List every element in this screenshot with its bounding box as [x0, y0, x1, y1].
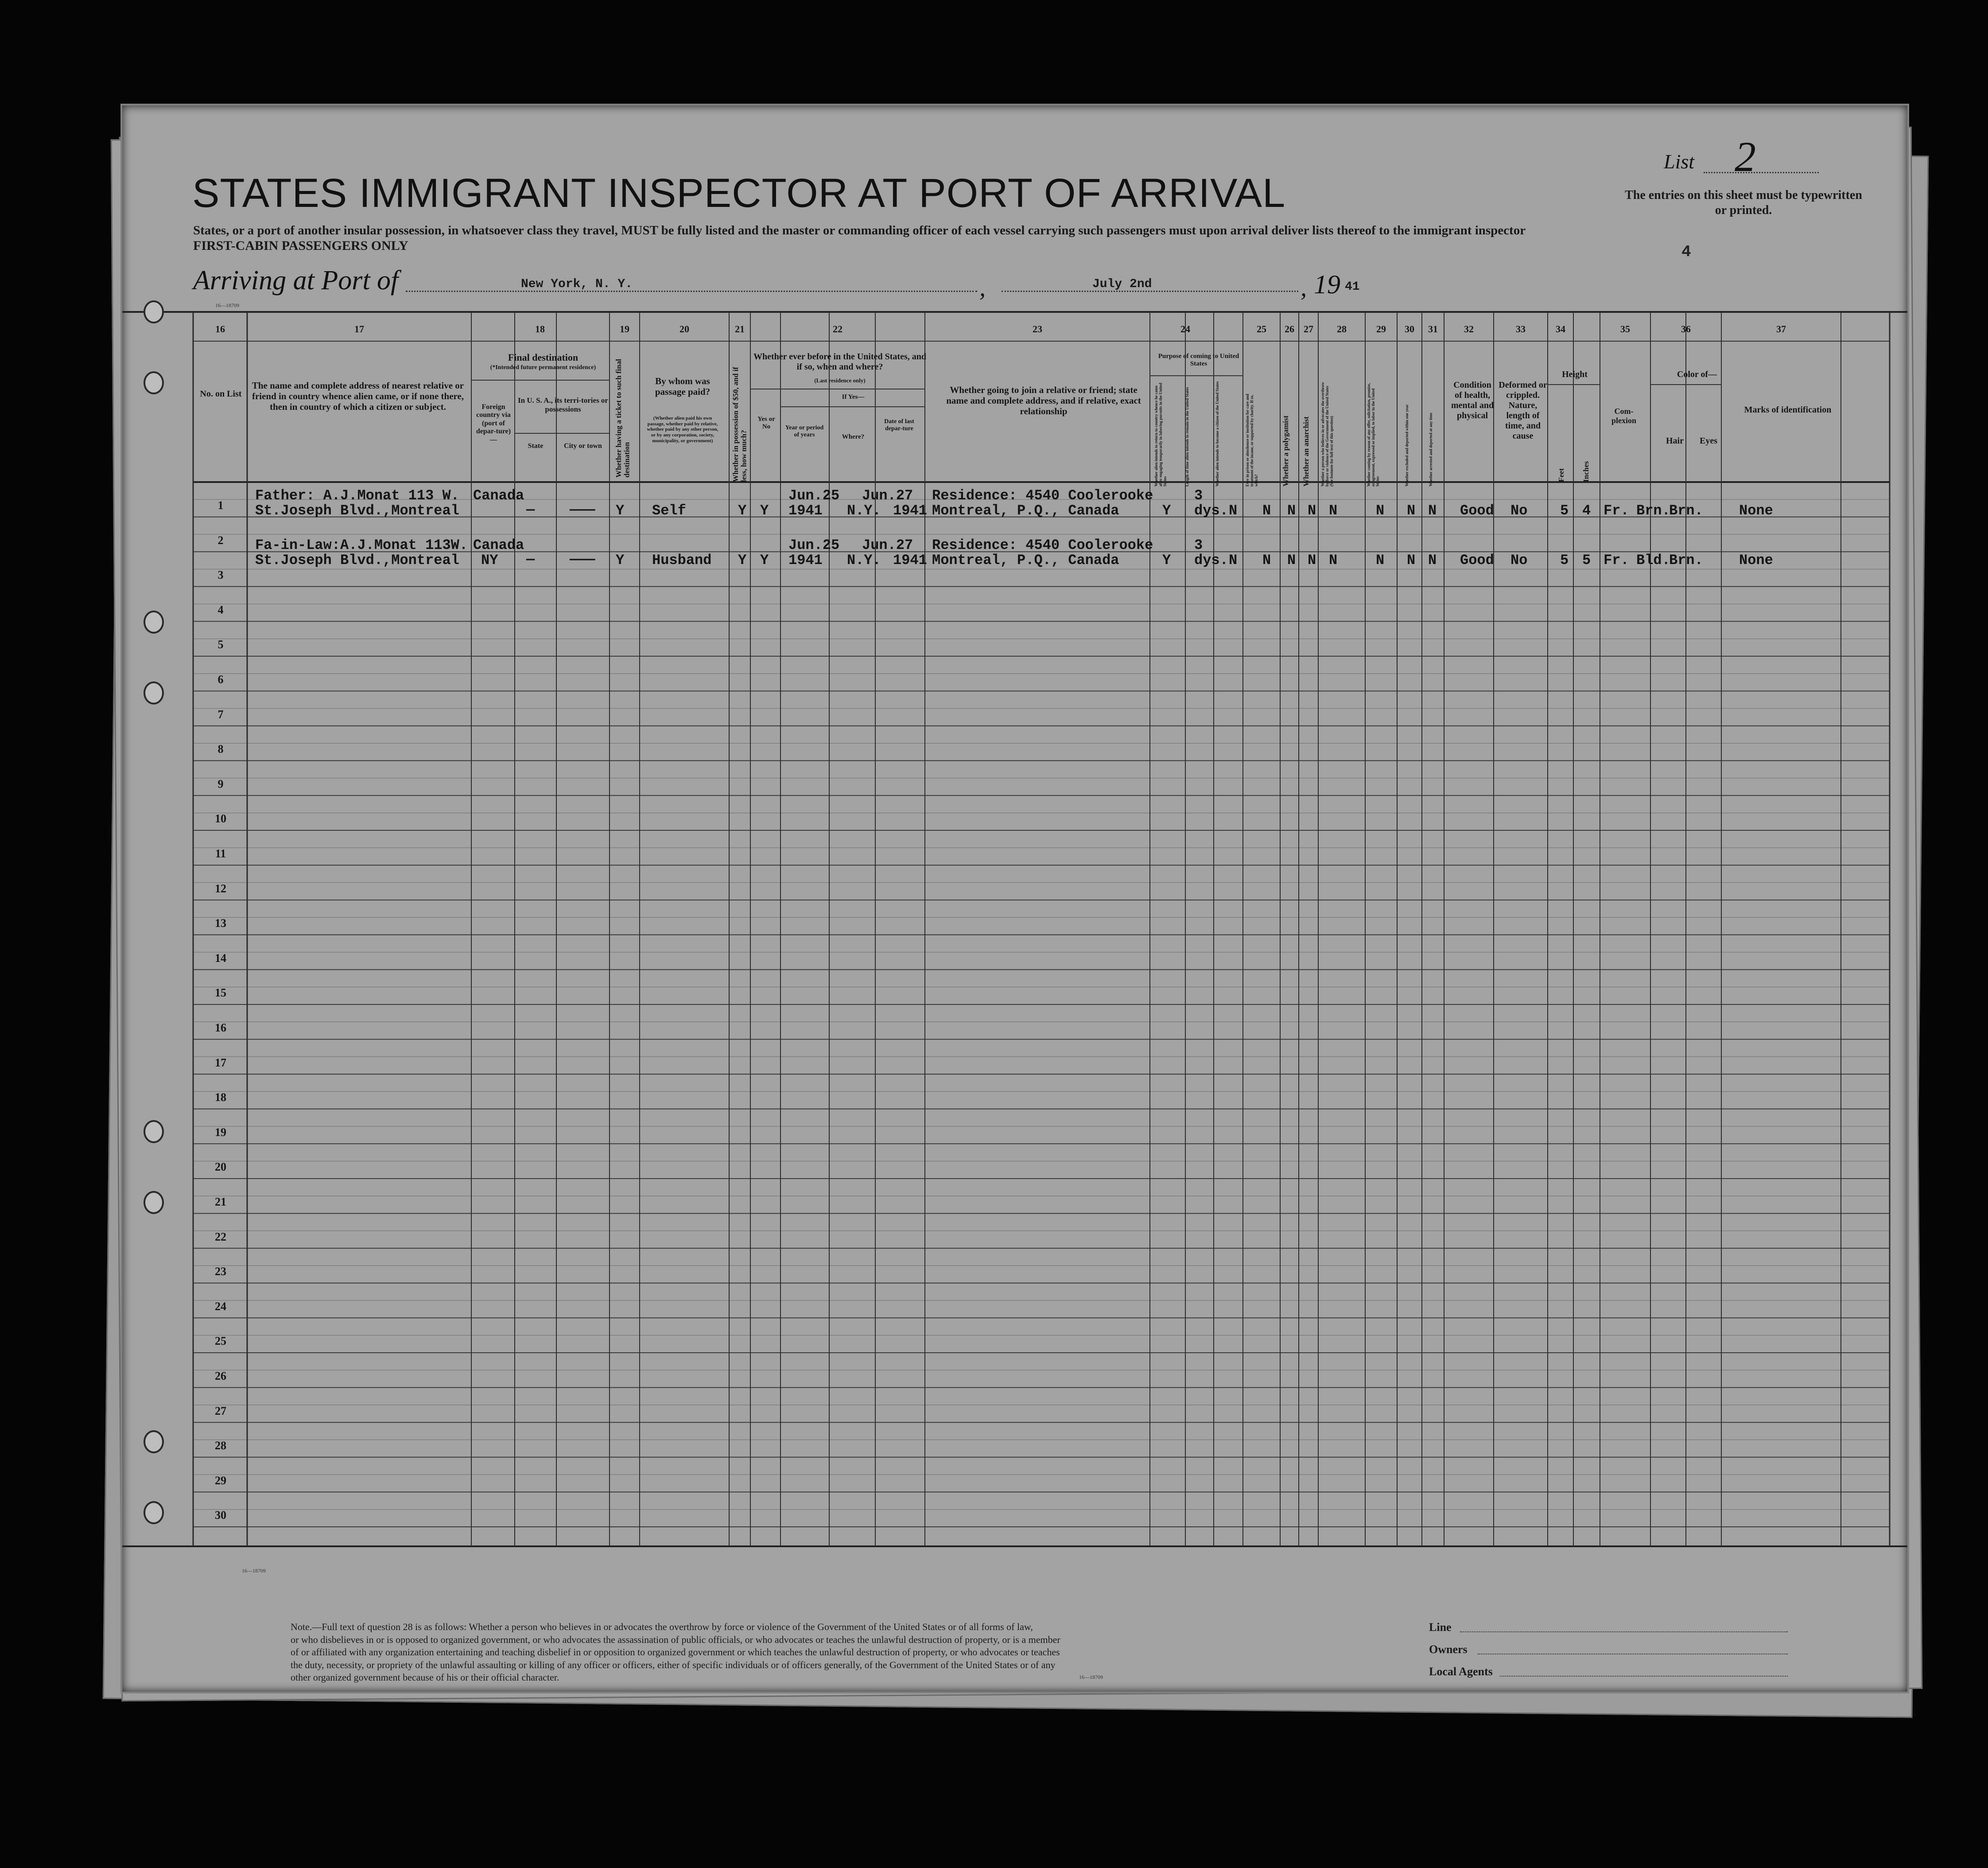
row1-citizen: N [1229, 502, 1238, 519]
column-number-35: 35 [1620, 323, 1630, 335]
row1-state: — [526, 502, 535, 518]
row2-foreign-line2: NY [481, 552, 498, 568]
row1-feet: 5 [1560, 502, 1569, 519]
row-number-2: 2 [217, 533, 224, 547]
col19-header: Whether having a ticket to such final destination [614, 359, 631, 478]
agents-label: Local Agents [1429, 1665, 1493, 1678]
row1-c26: N [1287, 502, 1296, 519]
row1-c30: N [1407, 502, 1416, 519]
row1-inches: 4 [1582, 502, 1591, 519]
column-number-23: 23 [1033, 323, 1042, 335]
row2-foreign-line1: Canada [473, 537, 524, 553]
year-prefix: 19 [1314, 270, 1340, 299]
row-number-26: 26 [215, 1370, 226, 1382]
col34-title: Height [1562, 370, 1588, 379]
row-number-17: 17 [215, 1056, 226, 1069]
col16-header: No. on List [200, 389, 242, 399]
column-number-19: 19 [620, 323, 629, 335]
arriving-label: Arriving at Port of [193, 265, 399, 296]
row1-length-line2: dys. [1194, 502, 1228, 519]
column-number-27: 27 [1304, 323, 1313, 335]
row2-length-line2: dys. [1194, 552, 1228, 568]
col36-title: Color of— [1677, 370, 1717, 379]
row-number-27: 27 [215, 1404, 226, 1417]
row1-hair: Brn. [1636, 502, 1670, 519]
footnote-line-3: of or affiliated with any organization entertaining and teaching disbelief in or opposition to organized government or which teaches the unlawful destruction of property, or who advocates or teaches [291, 1646, 1060, 1658]
row-number-7: 7 [217, 708, 224, 721]
row2-fifty: Y [738, 552, 747, 568]
binder-hole [144, 1191, 164, 1214]
footnote-line-4: the duty, necessity, or propriety of the unlawful assaulting or killing of any officer or officers, either of specific individuals or of officers generally, of the Government of the United States or of any [291, 1659, 1056, 1670]
col25-header: Ever in prison or almshouse or institution for care and treatment of the insane, or supported by charity. If so, which? [1245, 394, 1258, 486]
row1-city: ——— [570, 502, 595, 518]
row1-c28: N [1329, 502, 1338, 519]
binder-hole [144, 681, 164, 704]
row2-deformed: No [1510, 552, 1528, 568]
row2-c30: N [1407, 552, 1416, 568]
agents-underline [1500, 1676, 1788, 1677]
row2-year-line2: 1941 [788, 552, 823, 568]
form-code-table: 16—18709 [242, 1568, 266, 1574]
row2-c27: N [1308, 552, 1316, 568]
line-underline [1460, 1631, 1788, 1632]
row-number-3: 3 [217, 568, 224, 582]
form-code-top: 16—18709 [215, 302, 239, 308]
row2-length-line1: 3 [1194, 537, 1203, 553]
row-number-30: 30 [215, 1509, 226, 1522]
row-number-5: 5 [217, 638, 224, 651]
col27-header: Whether an anarchist [1302, 416, 1310, 486]
col18-foreign: Foreign country via (port of depar-ture)— [476, 403, 511, 444]
row1-health: Good [1460, 502, 1494, 519]
column-number-37: 37 [1776, 323, 1786, 335]
row2-marks: None [1739, 552, 1773, 568]
row-number-15: 15 [215, 986, 226, 1000]
column-number-29: 29 [1376, 323, 1386, 335]
row1-c31: N [1428, 502, 1437, 519]
footnote-line-2: or who disbelieves in or is opposed to organized government, or who advocates the assassination of public officials, or who advocates or teaches the unlawful destruction of property, or is a member [291, 1634, 1060, 1645]
row1-complexion: Fr. [1604, 502, 1629, 519]
line-label: Line [1429, 1621, 1452, 1634]
col24-title: Purpose of coming to United States [1158, 353, 1239, 368]
col22-where: Where? [842, 433, 865, 440]
row2-feet: 5 [1560, 552, 1569, 568]
col20-title: By whom was passage paid? [655, 376, 711, 397]
col30-header: Whether excluded and deported within one year [1405, 404, 1409, 486]
col21-header: Whether in possession of $50, and if less, how much? [731, 367, 748, 482]
column-number-16: 16 [215, 323, 225, 335]
row-number-29: 29 [215, 1474, 226, 1487]
row-number-12: 12 [215, 882, 226, 895]
col33-header: Deformed or crippled. Nature, length of time, and cause [1499, 380, 1547, 441]
manifest-sheet [120, 104, 1909, 1693]
row1-deformed: No [1510, 502, 1528, 519]
instructions-text: States, or a port of another insular possession, in whatsoever class they travel, MUST be fully listed and the master or commanding officer of each vessel carrying such passengers must upon arrival deliver lists thereof to the immigrant inspector [193, 223, 1526, 237]
row-number-1: 1 [217, 499, 224, 512]
owners-label: Owners [1429, 1643, 1468, 1656]
col37-header: Marks of identification [1744, 405, 1832, 415]
column-number-34: 34 [1556, 323, 1565, 335]
col29-header: Whether coming by reason of any offer, solicitation, promise, or agreement, expressed or implied, to labor in the United States [1367, 383, 1380, 486]
sheet-number: 4 [1681, 243, 1691, 261]
col34-inches: Inches [1582, 461, 1590, 482]
row1-c27: N [1308, 502, 1316, 519]
binder-hole [144, 1430, 164, 1453]
row2-hair: Bld. [1636, 552, 1670, 568]
row2-c28: N [1329, 552, 1338, 568]
page-title: STATES IMMIGRANT INSPECTOR AT PORT OF ARRIVAL [192, 171, 1286, 216]
col22-year: Year or period of years [785, 424, 824, 439]
row-number-22: 22 [215, 1230, 226, 1243]
column-number-20: 20 [679, 323, 689, 335]
row2-inches: 5 [1582, 552, 1591, 568]
row2-complexion: Fr. [1604, 552, 1629, 568]
column-number-30: 30 [1405, 323, 1414, 335]
col36-eyes: Eyes [1700, 436, 1717, 446]
col22-title: Whether ever before in the United States, and if so, when and where? [753, 352, 926, 372]
row2-state: — [526, 551, 535, 568]
binder-hole [144, 611, 164, 634]
row2-c29: N [1376, 552, 1385, 568]
row-number-10: 10 [215, 812, 226, 825]
date-value: July 2nd [1092, 277, 1152, 291]
column-number-31: 31 [1428, 323, 1438, 335]
col28-header: Whether a person who believes in or advocates the overthrow by force or violence of the Government of the United States (See footnote for full text of this question) [1320, 382, 1334, 486]
col34-feet: Feet [1557, 468, 1565, 482]
row2-join-line1: Residence: 4540 Coolerooke [932, 537, 1153, 553]
col20-note: (Whether alien paid his own passage, whether paid by relative, whether paid by any other person, or by any corporation, society, municipality, or government) [647, 416, 718, 444]
column-number-36: 36 [1681, 323, 1691, 335]
row2-health: Good [1460, 552, 1494, 568]
row1-return: Y [1162, 502, 1171, 519]
column-number-21: 21 [735, 323, 745, 335]
col32-header: Condition of health, mental and physical [1451, 380, 1494, 420]
row-number-20: 20 [215, 1160, 226, 1174]
column-number-33: 33 [1516, 323, 1526, 335]
comma-2: , [1301, 274, 1307, 302]
manifest-grid [122, 105, 1907, 1692]
row-number-9: 9 [217, 777, 224, 790]
row2-join-line2: Montreal, P.Q., Canada [932, 552, 1119, 568]
row1-where-line2: N.Y. [847, 502, 881, 519]
first-cabin-text: FIRST-CABIN PASSENGERS ONLY [193, 238, 408, 253]
row1-join-line1: Residence: 4540 Coolerooke [932, 487, 1153, 504]
row2-date-last: 1941 [893, 552, 927, 568]
form-code-footer: 16—18709 [1079, 1674, 1103, 1680]
row2-eyes: Brn. [1669, 552, 1703, 568]
col17-header: The name and complete address of nearest relative or friend in country whence alien came, or if none there, then in country of which a citizen or subject. [252, 380, 464, 413]
row-number-4: 4 [217, 603, 224, 616]
column-number-26: 26 [1285, 323, 1294, 335]
row1-relative-line2: St.Joseph Blvd.,Montreal [255, 502, 459, 519]
row-number-14: 14 [215, 951, 226, 965]
row-number-28: 28 [215, 1439, 226, 1452]
row2-where-line2: N.Y. [847, 552, 881, 568]
row-number-21: 21 [215, 1195, 226, 1208]
typewritten-note: The entries on this sheet must be typewritten or printed. [1625, 188, 1862, 217]
row1-ticket: Y [616, 502, 625, 519]
col18-title: Final destination [508, 352, 579, 363]
footnote-line-5: other organized government because of his or their official character. [291, 1672, 559, 1683]
footnote-q28 [291, 1621, 1060, 1684]
column-number-25: 25 [1257, 323, 1266, 335]
col22-ifyes: If Yes— [842, 393, 865, 401]
row1-date-last: 1941 [893, 502, 927, 519]
row1-year-line1: Jun.25 [788, 487, 840, 504]
row2-c25: N [1262, 552, 1271, 568]
col22-yesno: Yes or No [757, 416, 775, 431]
col24-b: Length of time alien intends to remain in the United States [1185, 387, 1189, 486]
row-number-18: 18 [215, 1091, 226, 1104]
list-number: 2 [1735, 133, 1756, 180]
binder-hole [144, 371, 164, 394]
col26-header: Whether a polygamist [1281, 415, 1290, 486]
col24-a: Whether alien intends to return to country whence he came after engaging temporarily in laboring pursuits in the United States [1154, 383, 1167, 486]
column-number-17: 17 [354, 323, 364, 335]
list-label: List [1664, 150, 1695, 173]
binder-hole [144, 300, 164, 323]
year-suffix: 41 [1345, 280, 1360, 294]
port-value: New York, N. Y. [521, 277, 633, 291]
row1-before: Y [760, 502, 769, 519]
col18-state: State [528, 442, 544, 450]
row2-where-line1: Jun.27 [862, 537, 913, 553]
row2-city: ——— [570, 551, 595, 568]
row1-year-line2: 1941 [788, 502, 823, 519]
row-number-24: 24 [215, 1300, 226, 1313]
row2-before: Y [760, 552, 769, 568]
col22-date: Date of last depar-ture [884, 418, 914, 432]
col35-header: Com-plexion [1611, 407, 1636, 425]
row2-relative-line1: Fa-in-Law:A.J.Monat 113W. [255, 537, 468, 553]
row2-c26: N [1287, 552, 1296, 568]
row-number-8: 8 [217, 743, 224, 756]
row1-join-line2: Montreal, P.Q., Canada [932, 502, 1119, 519]
row2-return: Y [1162, 552, 1171, 568]
row1-marks: None [1739, 502, 1773, 519]
col18-city: City or town [564, 442, 602, 450]
row1-where-line1: Jun.27 [862, 487, 913, 504]
row1-foreign: Canada [473, 487, 524, 504]
row-number-19: 19 [215, 1125, 226, 1139]
column-number-24: 24 [1180, 323, 1190, 335]
row1-paid-by: Self [652, 502, 686, 519]
row2-paid-by: Husband [652, 552, 712, 568]
row-number-16: 16 [215, 1021, 226, 1034]
row-number-25: 25 [215, 1335, 226, 1348]
col23-header: Whether going to join a relative or friend; state name and complete address, and if relative, exact relationship [946, 385, 1141, 417]
binder-hole [144, 1120, 164, 1143]
row-number-11: 11 [215, 847, 226, 860]
row1-relative-line1: Father: A.J.Monat 113 W. [255, 487, 459, 504]
row1-c29: N [1376, 502, 1385, 519]
row1-fifty: Y [738, 502, 747, 519]
column-number-22: 22 [833, 323, 843, 335]
column-number-32: 32 [1464, 323, 1474, 335]
row2-ticket: Y [616, 552, 625, 568]
column-number-18: 18 [535, 323, 545, 335]
col36-hair: Hair [1666, 436, 1684, 446]
column-number-28: 28 [1337, 323, 1347, 335]
row2-relative-line2: St.Joseph Blvd.,Montreal [255, 552, 459, 568]
row-number-13: 13 [215, 917, 226, 930]
col31-header: Whether arrested and deported at any time [1429, 413, 1433, 486]
row2-year-line1: Jun.25 [788, 537, 840, 553]
row2-c31: N [1428, 552, 1437, 568]
footnote-line-1: Note.—Full text of question 28 is as follows: Whether a person who believes in or advocates the overthrow by force or violence of the Government of the United States or of all forms of law, [291, 1621, 1033, 1632]
binder-hole [144, 1501, 164, 1524]
row2-citizen: N [1229, 552, 1238, 568]
row1-length-line1: 3 [1194, 487, 1203, 504]
row-number-23: 23 [215, 1265, 226, 1278]
col22-note: (Last residence only) [814, 377, 866, 384]
comma-1: , [979, 274, 986, 302]
col24-c: Whether alien intends to become a citizen of the United States [1215, 381, 1219, 486]
col18-note: (*Intended future permanent residence) [490, 364, 596, 371]
col18-usa: In U. S. A., its terri-tories or possessions [518, 396, 608, 413]
row-number-6: 6 [217, 673, 224, 686]
row1-c25: N [1262, 502, 1271, 519]
row1-eyes: Brn. [1669, 502, 1703, 519]
